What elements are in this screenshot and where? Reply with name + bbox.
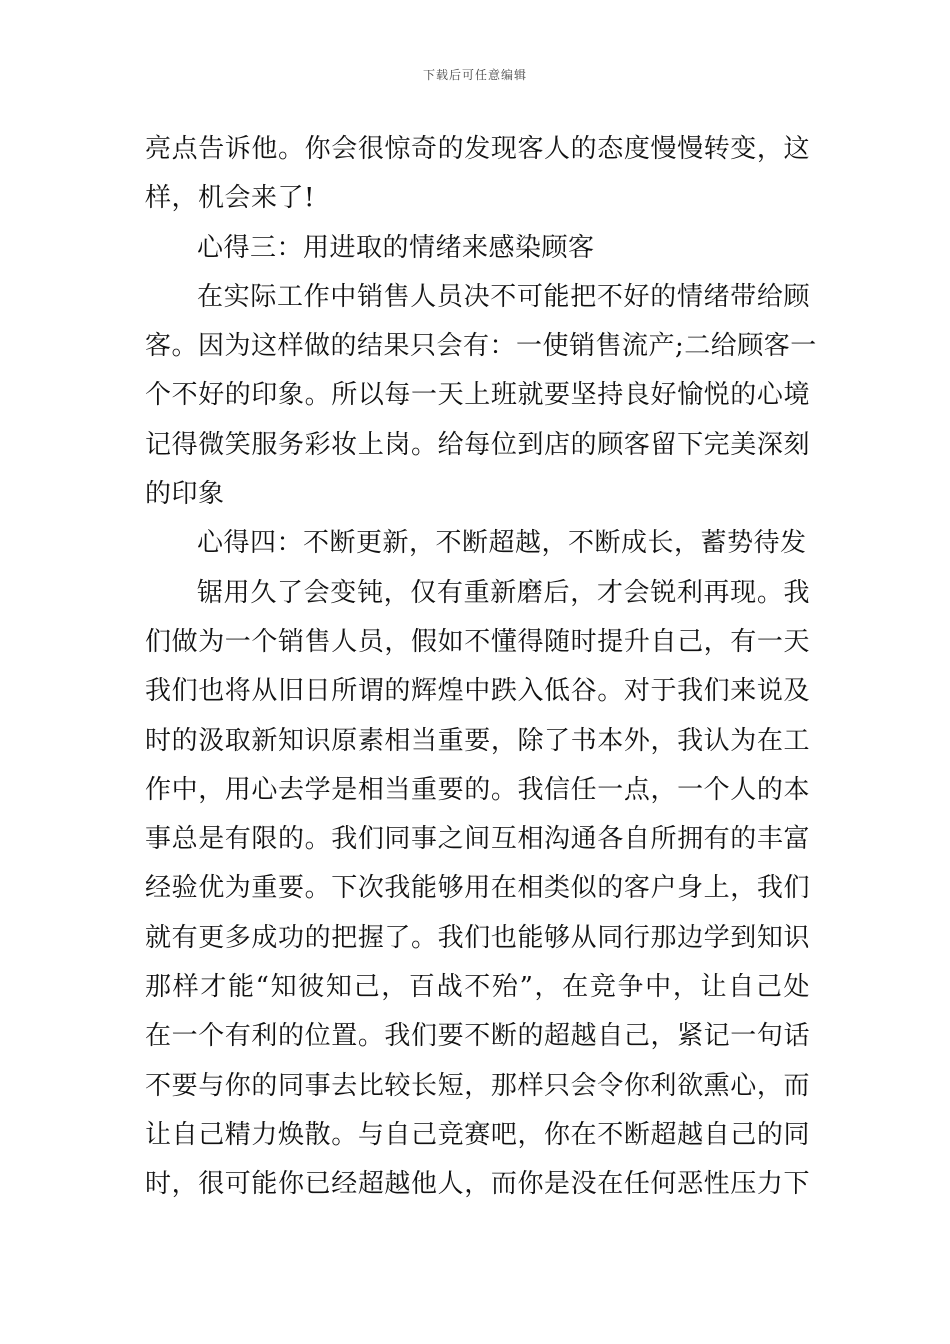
paragraph-line: 我们也将从旧日所谓的辉煌中跌入低谷。对于我们来说及 [145, 676, 810, 707]
document-body [145, 125, 817, 1210]
paragraph-line: 亮点告诉他。你会很惊奇的发现客人的态度慢慢转变，这 [145, 134, 810, 164]
paragraph-line: 时，很可能你已经超越他人，而你是没在任何恶性压力下 [145, 1169, 810, 1200]
paragraph-line: 时的汲取新知识原素相当重要，除了书本外，我认为在工 [145, 725, 810, 756]
paragraph-line: 个不好的印象。所以每一天上班就要坚持良好愉悦的心境 [145, 380, 810, 411]
paragraph-line: 的印象 [145, 479, 225, 510]
paragraph-line: 经验优为重要。下次我能够用在相类似的客户身上，我们 [145, 873, 810, 904]
paragraph-line: 锯用久了会变钝，仅有重新磨后，才会锐利再现。我 [197, 577, 810, 608]
paragraph-line: 作中，用心去学是相当重要的。我信任一点，一个人的本 [145, 774, 810, 805]
paragraph-line: 让自己精力焕散。与自己竞赛吧，你在不断超越自己的同 [145, 1119, 810, 1150]
paragraph-line: 不要与你的同事去比较长短，那样只会令你利欲熏心，而 [145, 1070, 810, 1101]
paragraph-line: 们做为一个销售人员，假如不懂得随时提升自己，有一天 [145, 626, 810, 657]
paragraph-line: 在实际工作中销售人员决不可能把不好的情绪带给顾 [197, 281, 810, 312]
paragraph-line: 记得微笑服务彩妆上岗。给每位到店的顾客留下完美深刻 [145, 429, 810, 460]
paragraph-line: 那样才能“知彼知己，百战不殆”，在竞争中，让自己处 [145, 972, 810, 1003]
paragraph-line: 在一个有利的位置。我们要不断的超越自己，紧记一句话 [145, 1021, 810, 1052]
paragraph-line: 就有更多成功的把握了。我们也能够从同行那边学到知识 [145, 922, 810, 953]
paragraph-line: 客。因为这样做的结果只会有：一使销售流产;二给顾客一 [145, 331, 817, 362]
paragraph-line: 事总是有限的。我们同事之间互相沟通各自所拥有的丰富 [145, 824, 810, 855]
section-heading-4: 心得四：不断更新，不断超越，不断成长，蓄势待发 [197, 528, 807, 559]
paragraph-line: 样，机会来了! [145, 183, 315, 214]
section-heading-3: 心得三：用进取的情绪来感染顾客 [197, 232, 595, 263]
page-header-note: 下载后可任意编辑 [422, 68, 527, 82]
